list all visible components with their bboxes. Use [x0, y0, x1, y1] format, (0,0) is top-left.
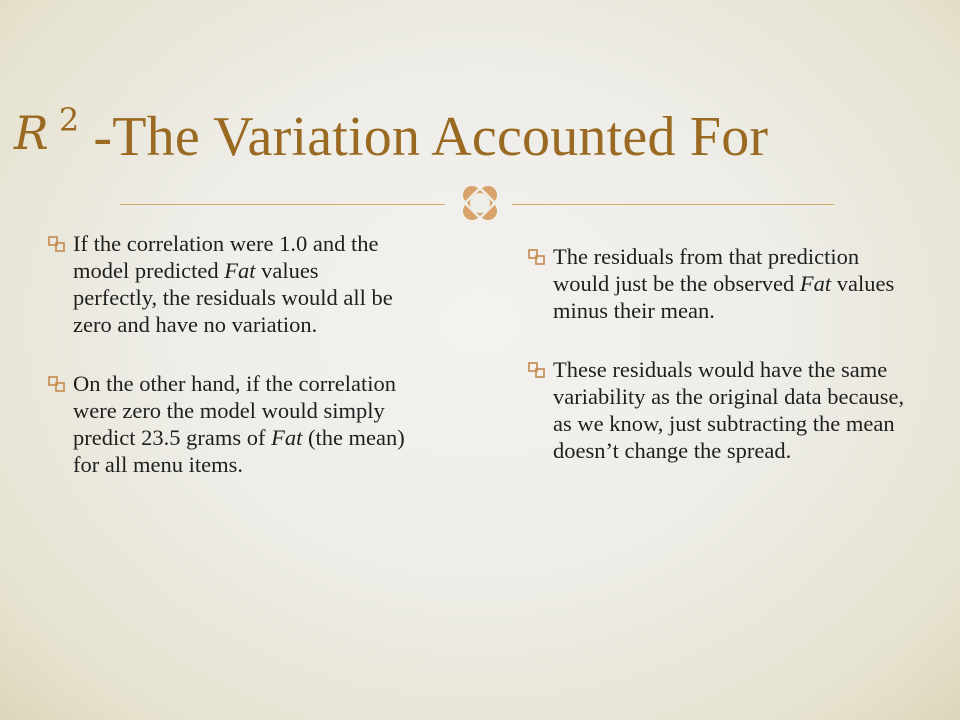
- list-item: [48, 230, 408, 338]
- title-math-exponent: 2: [58, 101, 80, 139]
- list-item: [528, 243, 918, 324]
- bullet-icon: [48, 375, 66, 393]
- bullet-text-end: values minus their mean.: [553, 271, 895, 323]
- bullet-text: [73, 370, 408, 478]
- bullet-icon: [48, 235, 66, 253]
- bullet-text-end: values perfectly, the residuals would all be zero and have no variation.: [73, 258, 393, 337]
- bullet-icon: [528, 248, 546, 266]
- bullet-text-start: On the other hand, if the correlation were zero the model would simply predict 23.5 grams of: [73, 371, 397, 450]
- bullet-text: [553, 243, 918, 324]
- decorative-ornament-icon: [455, 178, 505, 228]
- bullet-icon: [528, 361, 546, 379]
- bullet-text-italic: Fat: [271, 425, 303, 450]
- bullet-text-start: If the correlation were 1.0 and the model predicted: [73, 231, 379, 283]
- list-item: [48, 370, 408, 478]
- title-divider-right: [512, 204, 834, 205]
- bullet-text-start: These residuals would have the same variability as the original data because, as we know, just subtracting the mean doesn’t change the spread.: [553, 357, 905, 463]
- right-column: [528, 243, 918, 464]
- list-item: [528, 356, 918, 464]
- page-title: [14, 78, 954, 168]
- bullet-text: [73, 230, 408, 338]
- bullet-text-italic: Fat: [799, 271, 832, 296]
- bullet-text-start: The residuals from that prediction would just be the observed: [553, 244, 860, 296]
- bullet-text: [553, 356, 918, 464]
- title-math-variable: R: [14, 106, 49, 160]
- bullet-text-italic: Fat: [224, 258, 256, 283]
- title-math: [14, 101, 80, 160]
- title-divider-left: [120, 204, 445, 205]
- left-column: [48, 230, 408, 478]
- title-text: -The Variation Accounted For: [93, 106, 769, 168]
- bullet-text-end: (the mean) for all menu items.: [73, 425, 405, 477]
